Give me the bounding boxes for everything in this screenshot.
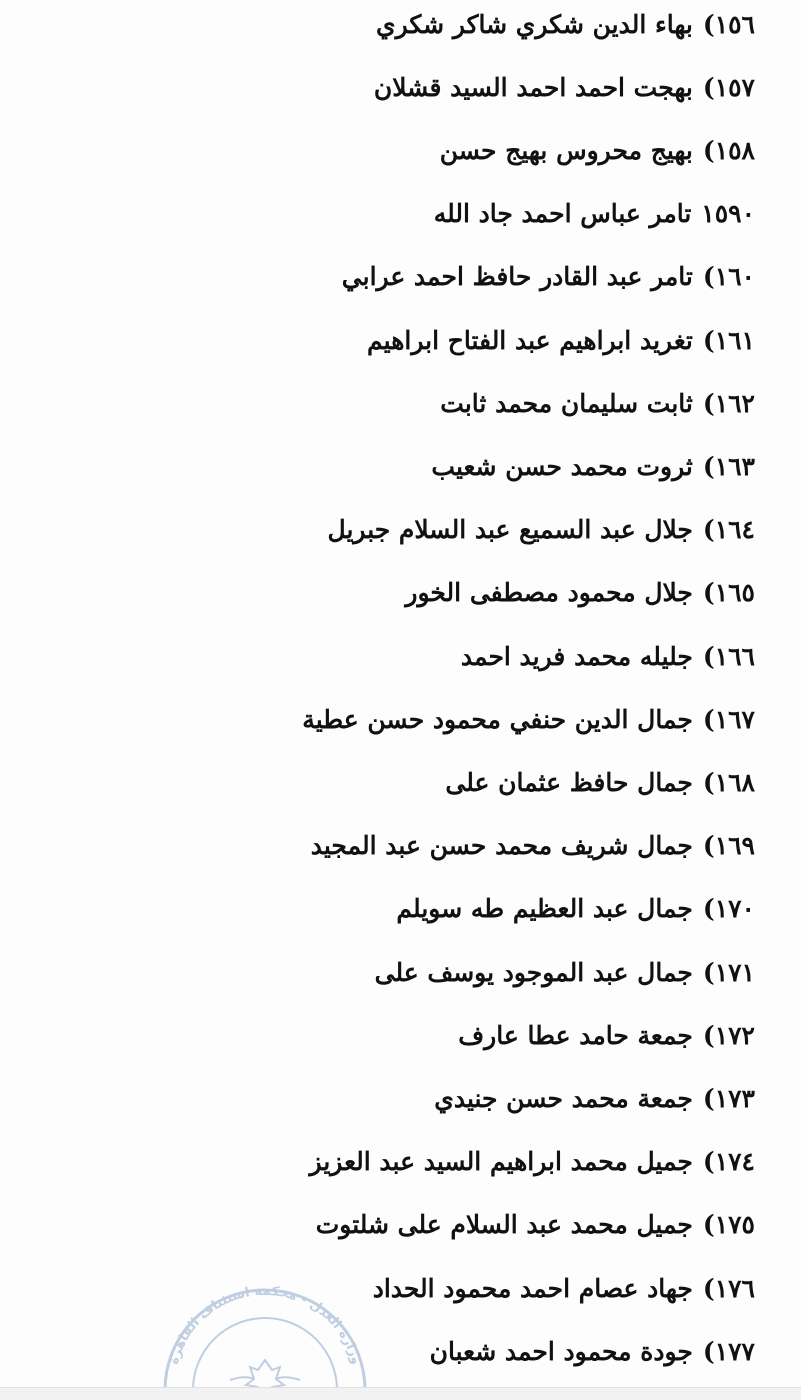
list-item <box>458 1011 755 1059</box>
list-item <box>375 948 755 996</box>
list-item-number: ١٦٥) <box>702 578 755 608</box>
list-item <box>434 190 755 238</box>
list-item-number: ١٥٨) <box>702 135 755 165</box>
list-item-number: ١٧١) <box>702 957 755 987</box>
list-item-name: جمال شريف محمد حسن عبد المجيد <box>310 831 693 861</box>
stamp-ring-text: وزارة العدل - محكمة استئناف القاهرة <box>166 1283 364 1367</box>
list-item-number: ١٧٥) <box>702 1210 755 1240</box>
list-item-number: ١٧٠) <box>702 894 755 924</box>
list-item <box>376 0 755 48</box>
list-item-number: ١٦٣) <box>702 451 755 481</box>
list-item-name: تغريد ابراهيم عبد الفتاح ابراهيم <box>367 325 693 355</box>
list-item-number: ١٧٦) <box>702 1273 755 1303</box>
list-item <box>373 1264 755 1312</box>
list-item-number: ١٦٠) <box>702 262 755 292</box>
court-seal-stamp <box>150 1275 380 1400</box>
list-item-name: جلال عبد السميع عبد السلام جبريل <box>327 515 693 545</box>
list-item-number: ١٥٧) <box>702 72 755 102</box>
list-item <box>434 1074 755 1122</box>
list-item <box>405 569 755 617</box>
list-item-number: ١٧٣) <box>702 1083 755 1113</box>
list-item-name: جمعة حامد عطا عارف <box>458 1020 693 1050</box>
list-item <box>440 126 755 174</box>
list-item-name: جميل محمد عبد السلام على شلتوت <box>315 1210 693 1240</box>
list-item <box>367 316 755 364</box>
list-item <box>396 885 755 933</box>
list-item-name: جهاد عصام احمد محمود الحداد <box>372 1273 693 1303</box>
list-item <box>430 1327 755 1375</box>
list-item-name: بهاء الدين شكري شاكر شكري <box>376 9 693 39</box>
list-item-name: جمال عبد العظيم طه سويلم <box>396 894 693 924</box>
list-item <box>374 63 755 111</box>
list-item-name: تامر عباس احمد جاد الله <box>433 199 692 229</box>
list-item-number: ١٦٩) <box>702 831 755 861</box>
list-item-name: ثروت محمد حسن شعيب <box>431 451 693 481</box>
list-item <box>311 822 755 870</box>
list-item-name: بهجت احمد احمد السيد قشلان <box>373 72 693 102</box>
list-item-name: جميل محمد ابراهيم السيد عبد العزيز <box>309 1147 693 1177</box>
list-item-number: ١٦٢) <box>702 388 755 418</box>
list-item-name: جمال عبد الموجود يوسف على <box>374 957 693 987</box>
list-item-name: بهيج محروس بهيج حسن <box>439 135 693 165</box>
list-item-number: ١٧٤) <box>702 1147 755 1177</box>
scan-bottom-edge <box>0 1387 801 1400</box>
list-item <box>310 1138 755 1186</box>
list-item <box>316 1201 755 1249</box>
list-item <box>461 632 755 680</box>
list-item <box>440 379 755 427</box>
list-item <box>431 442 755 490</box>
list-item-name: جمال الدين حنفي محمود حسن عطية <box>302 704 693 734</box>
list-item-number: ١٦٦) <box>702 641 755 671</box>
list-item <box>342 253 755 301</box>
list-item-number: ١٧٢) <box>702 1020 755 1050</box>
list-item-name: جلال محمود مصطفى الخور <box>405 578 693 608</box>
list-item-name: جودة محمود احمد شعبان <box>429 1336 693 1366</box>
list-item <box>445 758 755 806</box>
list-item <box>302 695 755 743</box>
list-item-number: ١٦١) <box>702 325 755 355</box>
list-item-number: ١٦٧) <box>702 704 755 734</box>
list-item-name: ثابت سليمان محمد ثابت <box>440 388 693 418</box>
list-item-name: جليله محمد فريد احمد <box>460 641 693 671</box>
list-item-name: جمال حافظ عثمان على <box>445 767 693 797</box>
list-item-number: ١٥٩٠ <box>701 199 755 229</box>
list-item-number: ١٧٧) <box>702 1336 755 1366</box>
list-item-number: ١٦٤) <box>702 515 755 545</box>
list-item-number: ١٥٦) <box>702 9 755 39</box>
list-item-name: جمعة محمد حسن جنيدي <box>434 1083 693 1113</box>
list-item-name: تامر عبد القادر حافظ احمد عرابي <box>341 262 693 292</box>
list-item <box>328 506 755 554</box>
list-item-number: ١٦٨) <box>702 767 755 797</box>
